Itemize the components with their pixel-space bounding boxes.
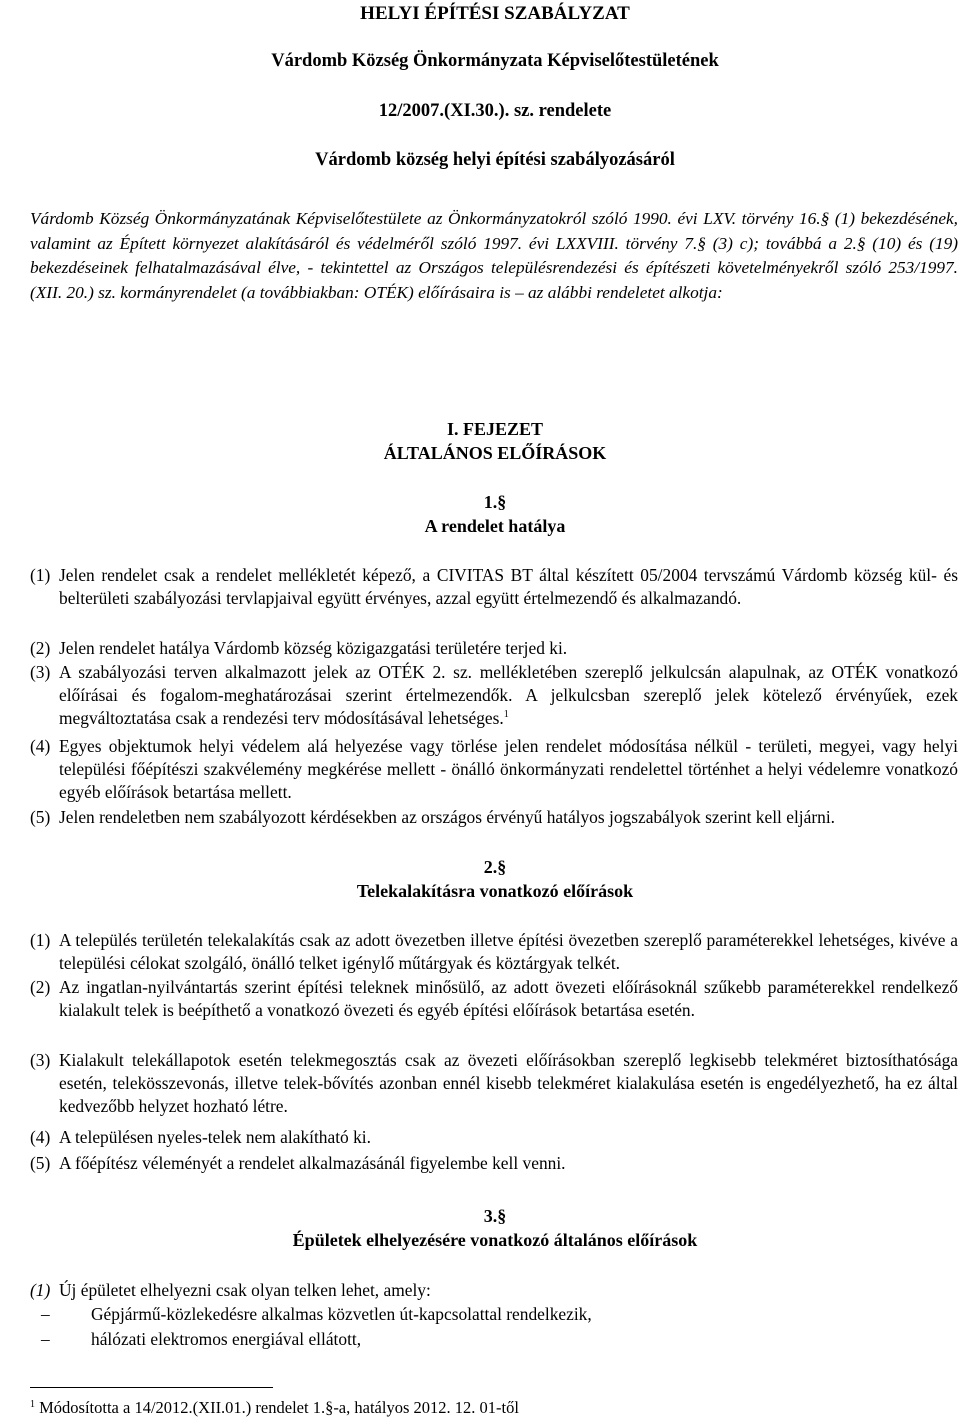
- paragraph-text: Jelen rendelet hatálya Várdomb község közigazgatási területére terjed ki.: [59, 638, 568, 658]
- footnote: [30, 1397, 519, 1419]
- paragraph: [30, 1152, 958, 1175]
- chapter-title: ÁLTALÁNOS ELŐÍRÁSOK: [383, 443, 607, 463]
- section-number: 3.§: [483, 1206, 507, 1226]
- section-title: Épületek elhelyezésére vonatkozó általános előírások: [292, 1230, 698, 1250]
- paragraph: [30, 976, 958, 1022]
- paragraph-number: (2): [30, 977, 51, 997]
- list-item: [30, 1303, 958, 1326]
- footnote-text: Módosította a 14/2012.(XII.01.) rendelet 1.§-a, hatályos 2012. 12. 01-től: [39, 1398, 519, 1417]
- section-number: 2.§: [483, 857, 507, 877]
- paragraph: [30, 1279, 958, 1302]
- regulation-number: 12/2007.(XI.30.). sz. rendelete: [378, 101, 612, 121]
- paragraph-number: (5): [30, 1153, 51, 1173]
- paragraph-text: Jelen rendeletben nem szabályozott kérdésekben az országos érvényű hatályos jogszabályok szerint kell eljárni.: [59, 807, 835, 827]
- paragraph: [30, 564, 958, 610]
- paragraph-number: (5): [30, 807, 51, 827]
- list-item: [30, 1328, 958, 1351]
- paragraph: [30, 1126, 958, 1149]
- section-title: A rendelet hatálya: [424, 516, 566, 536]
- paragraph-text: Új épületet elhelyezni csak olyan telken lehet, amely:: [59, 1280, 431, 1300]
- footnote-separator: [30, 1387, 273, 1388]
- paragraph: [30, 806, 958, 829]
- paragraph-text: A szabályozási terven alkalmazott jelek az OTÉK 2. sz. mellékletében szereplő jelkulcsán alapulnak, az OTÉK vonatkozó előírásai és fogalom-meghatározásai szerint értelmezendők. A jelkulcsban szereplő jelek kötelező érvényűek, ezek megváltoztatása csak a rendezési terv módosításával lehetséges.: [59, 662, 958, 729]
- paragraph-number: (1): [30, 1280, 51, 1300]
- paragraph-number: (1): [30, 930, 51, 950]
- paragraph: [30, 929, 958, 975]
- paragraph: [30, 661, 958, 731]
- paragraph-text: A településen nyeles-telek nem alakítható ki.: [59, 1127, 371, 1147]
- footnote-mark: 1: [30, 1399, 35, 1410]
- list-item-text: Gépjármű-közlekedésre alkalmas közvetlen út-kapcsolattal rendelkezik,: [91, 1304, 592, 1324]
- chapter-number: I. FEJEZET: [446, 419, 544, 439]
- paragraph-number: (1): [30, 565, 51, 585]
- paragraph-number: (2): [30, 638, 51, 658]
- paragraph: [30, 1049, 958, 1119]
- dash-bullet: –: [41, 1329, 50, 1349]
- paragraph-text: A főépítész véleményét a rendelet alkalmazásánál figyelembe kell venni.: [59, 1153, 566, 1173]
- paragraph-text: Az ingatlan-nyilvántartás szerint építési teleknek minősülő, az adott övezeti előírásoknál szűkebb paraméterekkel rendelkező kialakult telek is beépíthető a vonatkozó övezeti és egyéb építési előírások betartása esetén.: [59, 977, 958, 1021]
- issuer-line: Várdomb Község Önkormányzata Képviselőtestületének: [271, 51, 719, 71]
- paragraph-text: Kialakult telekállapotok esetén telekmegosztás csak az övezeti előírásokban szereplő legkisebb telekméret biztosíthatósága esetén, telekösszevonás, illetve telek-bővítés azonban ennél kisebb telekméret kialakulása esetén is engedélyezhető, ha ez által kedvezőbb helyzet hozható létre.: [59, 1050, 958, 1117]
- footnote-reference[interactable]: 1: [503, 709, 509, 721]
- document-page: [30, 0, 960, 1422]
- paragraph-text: A település területén telekalakítás csak az adott övezetben illetve építési övezetben szereplő paraméterekkel lehetséges, kivéve a települési célokat szolgáló, önálló telket igénylő műtárgyak és köztárgyak telkét.: [59, 930, 958, 974]
- paragraph: [30, 637, 958, 660]
- paragraph-number: (4): [30, 1127, 51, 1147]
- paragraph: [30, 735, 958, 805]
- document-title: HELYI ÉPÍTÉSI SZABÁLYZAT: [360, 3, 630, 24]
- section-number: 1.§: [483, 492, 507, 512]
- regulation-subject: Várdomb község helyi építési szabályozásáról: [315, 150, 675, 170]
- paragraph-text: Egyes objektumok helyi védelem alá helyezése vagy törlése jelen rendelet módosítása nélkül - területi, megyei, vagy helyi települési főépítészi szakvélemény megkérése mellett - önálló önkormányzati rendelettel történhet a helyi védelemre vonatkozó egyéb előírások betartása mellett.: [59, 736, 958, 803]
- paragraph-text: Jelen rendelet csak a rendelet mellékletét képező, a CIVITAS BT által készített 05/2004 tervszámú Várdomb község kül- és belterületi szabályozási tervlapjaival együtt érvényes, azzal együtt értelmezendő és alkalmazandó.: [59, 565, 958, 609]
- list-item-text: hálózati elektromos energiával ellátott,: [91, 1329, 362, 1349]
- dash-bullet: –: [41, 1304, 50, 1324]
- paragraph-number: (4): [30, 736, 51, 756]
- paragraph-number: (3): [30, 662, 51, 682]
- paragraph-number: (3): [30, 1050, 51, 1070]
- preamble: Várdomb Község Önkormányzatának Képviselőtestülete az Önkormányzatokról szóló 1990. évi LXV. törvény 16.§ (1) bekezdésének, valamint az Épített környezet alakításáról és védelméről szóló 1997. évi LXXVIII. törvény 7.§ (3) c); továbbá a 2.§ (10) és (19) bekezdéseinek felhatalmazásával élve, - tekintettel az Országos településrendezési és építészeti követelményekről szóló 253/1997. (XII. 20.) sz. kormányrendelet (a továbbiakban: OTÉK) előírásaira is – az alábbi rendeletet alkotja:: [30, 209, 958, 302]
- section-title: Telekalakításra vonatkozó előírások: [356, 881, 634, 901]
